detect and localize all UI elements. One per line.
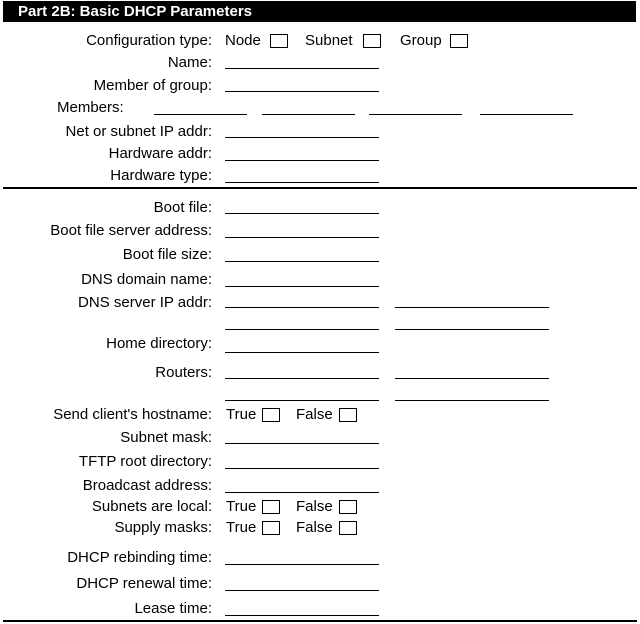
subnets-local-true-label: True: [226, 498, 257, 515]
dns-server-field-2[interactable]: [395, 307, 549, 308]
boot-size-label: Boot file size:: [122, 246, 212, 263]
dns-server-label: DNS server IP addr:: [78, 294, 212, 311]
tftp-root-field[interactable]: [225, 468, 379, 469]
section-divider: [3, 187, 637, 189]
subnets-local-label: Subnets are local:: [91, 498, 212, 515]
hw-addr-field[interactable]: [225, 160, 379, 161]
rebinding-label: DHCP rebinding time:: [67, 549, 212, 566]
routers-field-2[interactable]: [395, 378, 549, 379]
boot-server-field[interactable]: [225, 237, 379, 238]
section-header: Part 2B: Basic DHCP Parameters: [3, 1, 636, 22]
renewal-field[interactable]: [225, 590, 379, 591]
renewal-label: DHCP renewal time:: [76, 575, 212, 592]
group-option-label: Group: [400, 32, 442, 49]
routers-field-4[interactable]: [395, 400, 549, 401]
send-hostname-true-label: True: [226, 406, 257, 423]
subnet-mask-field[interactable]: [225, 443, 379, 444]
tftp-root-label: TFTP root directory:: [78, 453, 212, 470]
send-hostname-true-checkbox[interactable]: [262, 408, 280, 422]
members-label: Members:: [57, 99, 124, 116]
rebinding-field[interactable]: [225, 564, 379, 565]
broadcast-field[interactable]: [225, 492, 379, 493]
supply-masks-true-label: True: [226, 519, 257, 536]
supply-masks-false-label: False: [296, 519, 333, 536]
net-ip-label: Net or subnet IP addr:: [65, 123, 212, 140]
members-field-4[interactable]: [480, 114, 573, 115]
hw-addr-label: Hardware addr:: [108, 145, 212, 162]
subnets-local-false-label: False: [296, 498, 333, 515]
subnet-mask-label: Subnet mask:: [120, 429, 212, 446]
boot-file-label: Boot file:: [153, 199, 212, 216]
node-option-label: Node: [225, 32, 261, 49]
routers-label: Routers:: [155, 364, 212, 381]
send-hostname-label: Send client's hostname:: [53, 406, 212, 423]
subnet-option-label: Subnet: [305, 32, 353, 49]
send-hostname-false-label: False: [296, 406, 333, 423]
members-field-2[interactable]: [262, 114, 355, 115]
supply-masks-false-checkbox[interactable]: [339, 521, 357, 535]
dns-domain-field[interactable]: [225, 286, 379, 287]
subnets-local-true-checkbox[interactable]: [262, 500, 280, 514]
net-ip-field[interactable]: [225, 137, 379, 138]
supply-masks-label: Supply masks:: [114, 519, 212, 536]
dns-domain-label: DNS domain name:: [81, 271, 212, 288]
members-field-1[interactable]: [154, 114, 247, 115]
member-of-group-field[interactable]: [225, 91, 379, 92]
dns-server-field-3[interactable]: [225, 329, 379, 330]
member-of-group-label: Member of group:: [93, 77, 212, 94]
boot-server-label: Boot file server address:: [50, 222, 212, 239]
send-hostname-false-checkbox[interactable]: [339, 408, 357, 422]
group-checkbox[interactable]: [450, 34, 468, 48]
routers-field-3[interactable]: [225, 400, 379, 401]
broadcast-label: Broadcast address:: [82, 477, 212, 494]
home-dir-label: Home directory:: [106, 335, 212, 352]
name-label: Name:: [167, 54, 212, 71]
node-checkbox[interactable]: [270, 34, 288, 48]
routers-field-1[interactable]: [225, 378, 379, 379]
boot-file-field[interactable]: [225, 213, 379, 214]
subnets-local-false-checkbox[interactable]: [339, 500, 357, 514]
name-field[interactable]: [225, 68, 379, 69]
subnet-checkbox[interactable]: [363, 34, 381, 48]
dns-server-field-1[interactable]: [225, 307, 379, 308]
dns-server-field-4[interactable]: [395, 329, 549, 330]
bottom-divider: [3, 620, 637, 622]
members-field-3[interactable]: [369, 114, 462, 115]
config-type-label: Configuration type:: [86, 32, 212, 49]
home-dir-field[interactable]: [225, 352, 379, 353]
boot-size-field[interactable]: [225, 261, 379, 262]
hw-type-field[interactable]: [225, 182, 379, 183]
supply-masks-true-checkbox[interactable]: [262, 521, 280, 535]
hw-type-label: Hardware type:: [110, 167, 212, 184]
lease-field[interactable]: [225, 615, 379, 616]
lease-label: Lease time:: [134, 600, 212, 617]
